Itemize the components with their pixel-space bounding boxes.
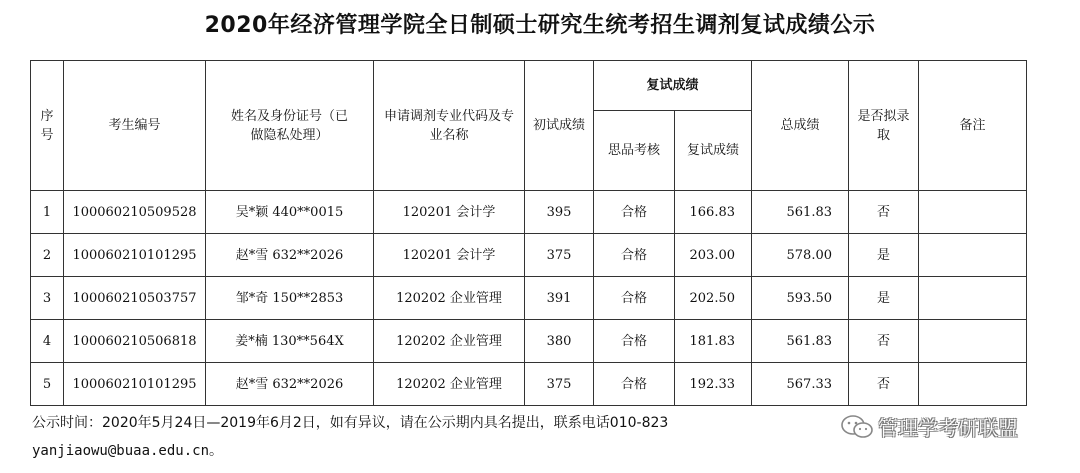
footer-email: yanjiaowu@buaa.edu.cn。 — [32, 443, 224, 459]
cell-name-id: 赵*雪 632**2026 — [206, 363, 374, 406]
cell-retest: 181.83 — [675, 320, 752, 363]
cell-name-id: 邹*奇 150**2853 — [206, 277, 374, 320]
table-row — [31, 363, 1027, 406]
cell-remark — [919, 320, 1027, 363]
cell-total: 561.83 — [752, 320, 849, 363]
cell-seq: 1 — [31, 191, 64, 234]
cell-exam-no: 100060210101295 — [64, 234, 206, 277]
cell-seq: 5 — [31, 363, 64, 406]
cell-major: 120202 企业管理 — [374, 363, 525, 406]
watermark — [840, 412, 1018, 441]
header-seq: 序号 — [31, 61, 64, 191]
header-admit: 是否拟录取 — [849, 61, 919, 191]
cell-remark — [919, 363, 1027, 406]
cell-major: 120201 会计学 — [374, 191, 525, 234]
cell-name-id: 姜*楠 130**564X — [206, 320, 374, 363]
cell-retest: 192.33 — [675, 363, 752, 406]
header-total: 总成绩 — [752, 61, 849, 191]
cell-major: 120201 会计学 — [374, 234, 525, 277]
cell-prelim: 380 — [525, 320, 594, 363]
cell-admit: 否 — [849, 363, 919, 406]
cell-total: 567.33 — [752, 363, 849, 406]
header-name-id: 姓名及身份证号（已做隐私处理） — [206, 61, 374, 191]
cell-exam-no: 100060210509528 — [64, 191, 206, 234]
cell-exam-no: 100060210506818 — [64, 320, 206, 363]
page-title: 2020年经济管理学院全日制硕士研究生统考招生调剂复试成绩公示 — [204, 13, 876, 38]
header-prelim: 初试成绩 — [525, 61, 594, 191]
cell-moral: 合格 — [594, 320, 675, 363]
cell-remark — [919, 234, 1027, 277]
cell-admit: 是 — [849, 277, 919, 320]
cell-major: 120202 企业管理 — [374, 320, 525, 363]
cell-total: 593.50 — [752, 277, 849, 320]
cell-moral: 合格 — [594, 277, 675, 320]
cell-admit: 否 — [849, 320, 919, 363]
watermark-text: 管理学考研联盟 — [878, 416, 1018, 440]
header-moral: 思品考核 — [594, 111, 675, 191]
table-row — [31, 191, 1027, 234]
cell-major: 120202 企业管理 — [374, 277, 525, 320]
cell-name-id: 赵*雪 632**2026 — [206, 234, 374, 277]
cell-moral: 合格 — [594, 191, 675, 234]
cell-prelim: 395 — [525, 191, 594, 234]
cell-retest: 166.83 — [675, 191, 752, 234]
cell-admit: 是 — [849, 234, 919, 277]
cell-remark — [919, 191, 1027, 234]
cell-prelim: 375 — [525, 234, 594, 277]
cell-moral: 合格 — [594, 234, 675, 277]
header-retest-group: 复试成绩 — [594, 61, 752, 111]
cell-seq: 3 — [31, 277, 64, 320]
cell-moral: 合格 — [594, 363, 675, 406]
cell-prelim: 375 — [525, 363, 594, 406]
wechat-icon — [840, 414, 874, 440]
footer-notice: 公示时间：2020年5月24日—2019年6月2日，如有异议，请在公示期内具名提出，联系电话010-823 — [32, 415, 669, 431]
table-row — [31, 234, 1027, 277]
table-row — [31, 320, 1027, 363]
cell-retest: 203.00 — [675, 234, 752, 277]
cell-exam-no: 100060210503757 — [64, 277, 206, 320]
score-table — [30, 60, 1027, 406]
header-retest: 复试成绩 — [675, 111, 752, 191]
cell-remark — [919, 277, 1027, 320]
cell-name-id: 吴*颖 440**0015 — [206, 191, 374, 234]
cell-total: 578.00 — [752, 234, 849, 277]
cell-seq: 4 — [31, 320, 64, 363]
header-remark: 备注 — [919, 61, 1027, 191]
cell-prelim: 391 — [525, 277, 594, 320]
cell-exam-no: 100060210101295 — [64, 363, 206, 406]
header-exam-no: 考生编号 — [64, 61, 206, 191]
cell-admit: 否 — [849, 191, 919, 234]
cell-retest: 202.50 — [675, 277, 752, 320]
cell-total: 561.83 — [752, 191, 849, 234]
table-row — [31, 277, 1027, 320]
header-major: 申请调剂专业代码及专业名称 — [374, 61, 525, 191]
cell-seq: 2 — [31, 234, 64, 277]
